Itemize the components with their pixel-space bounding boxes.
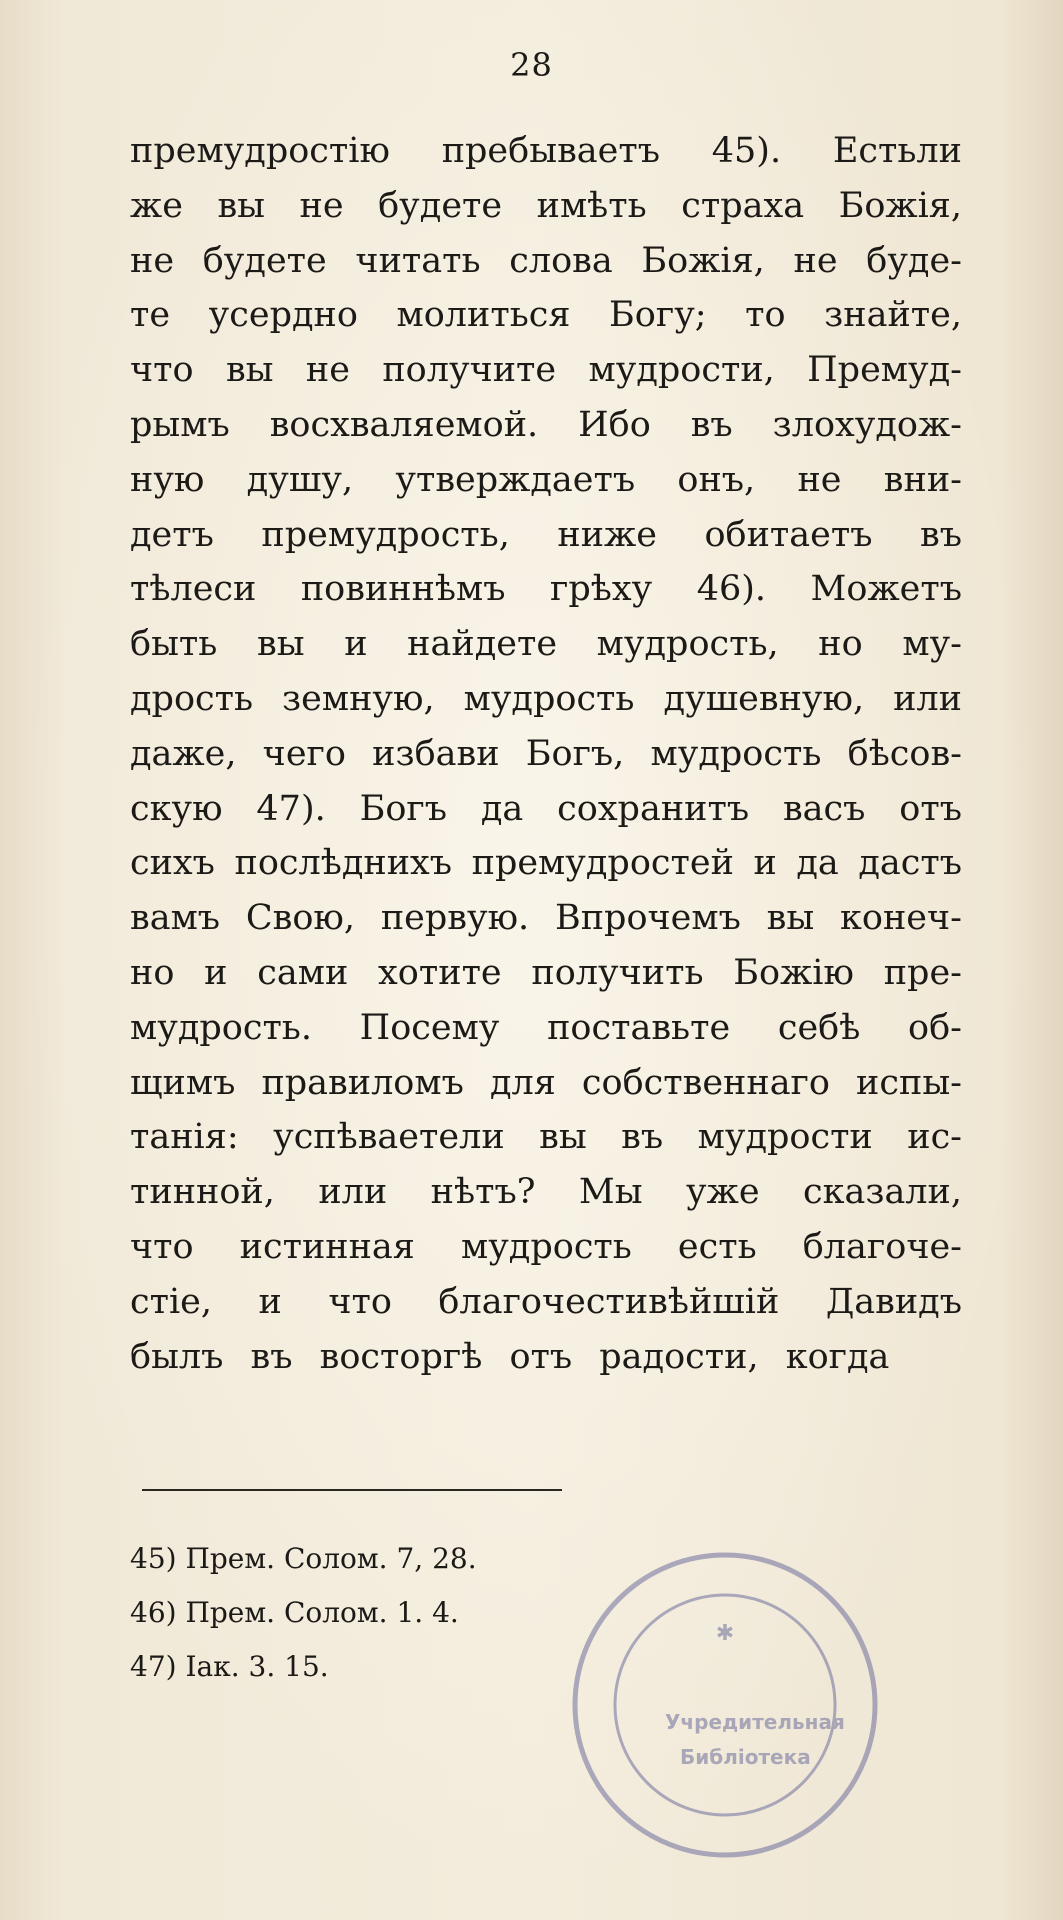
stamp-inner-line: Учредительная: [665, 1710, 845, 1734]
text-line: быть вы и найдете мудрость, но му-: [130, 624, 962, 665]
stamp-inner-line: Библіотека: [680, 1745, 811, 1769]
text-line: премудростію пребываетъ 45). Естьли: [130, 131, 962, 171]
footnotes: [130, 1532, 477, 1694]
text-line: не будете читать слова Божія, не буде-: [130, 240, 962, 281]
text-line: те усердно молиться Богу; то знайте,: [130, 295, 962, 336]
text-line: стіе, и что благочестивѣйшій Давидъ: [130, 1281, 962, 1322]
text-line: былъ въ восторгѣ отъ радости, когда: [130, 1336, 890, 1377]
text-line: скую 47). Богъ да сохранитъ васъ отъ: [130, 788, 962, 829]
footnote-45: 45) Прем. Солом. 7, 28.: [130, 1542, 477, 1575]
library-stamp: [560, 1540, 890, 1870]
text-line: тинной, или нѣтъ? Мы уже сказали,: [130, 1172, 962, 1213]
text-line: дрость земную, мудрость душевную, или: [130, 678, 962, 719]
text-line: щимъ правиломъ для собственнаго испы-: [130, 1062, 962, 1103]
body-text: [130, 124, 962, 1384]
text-line: танія: успѣваетели вы въ мудрости ис-: [130, 1117, 962, 1158]
svg-text:✱: ✱: [715, 1621, 735, 1646]
text-line: вамъ Свою, первую. Впрочемъ вы конеч-: [130, 898, 962, 939]
stamp-ring-icon: [560, 1540, 890, 1870]
text-line: мудрость. Посему поставьте себѣ об-: [130, 1007, 962, 1048]
footnote-46: 46) Прем. Солом. 1. 4.: [130, 1596, 459, 1629]
text-line: ную душу, утверждаетъ онъ, не вни-: [130, 459, 962, 500]
text-line: же вы не будете имѣть страха Божія,: [130, 185, 962, 226]
footnote-divider: [142, 1489, 562, 1491]
text-line: сихъ послѣднихъ премудростей и да дастъ: [130, 843, 962, 884]
text-line: что истинная мудрость есть благоче-: [130, 1226, 962, 1267]
text-line: тѣлеси повиннѣмъ грѣху 46). Можетъ: [130, 569, 962, 610]
footnote-47: 47) Іак. 3. 15.: [130, 1650, 329, 1683]
text-line: рымъ восхваляемой. Ибо въ злохудож-: [130, 404, 962, 445]
text-line: детъ премудрость, ниже обитаетъ въ: [130, 514, 962, 555]
text-line: даже, чего избави Богъ, мудрость бѣсов-: [130, 733, 962, 774]
text-line: что вы не получите мудрости, Премуд-: [130, 350, 962, 391]
page-number: 28: [510, 46, 553, 84]
text-line: но и сами хотите получить Божію пре-: [130, 952, 962, 993]
